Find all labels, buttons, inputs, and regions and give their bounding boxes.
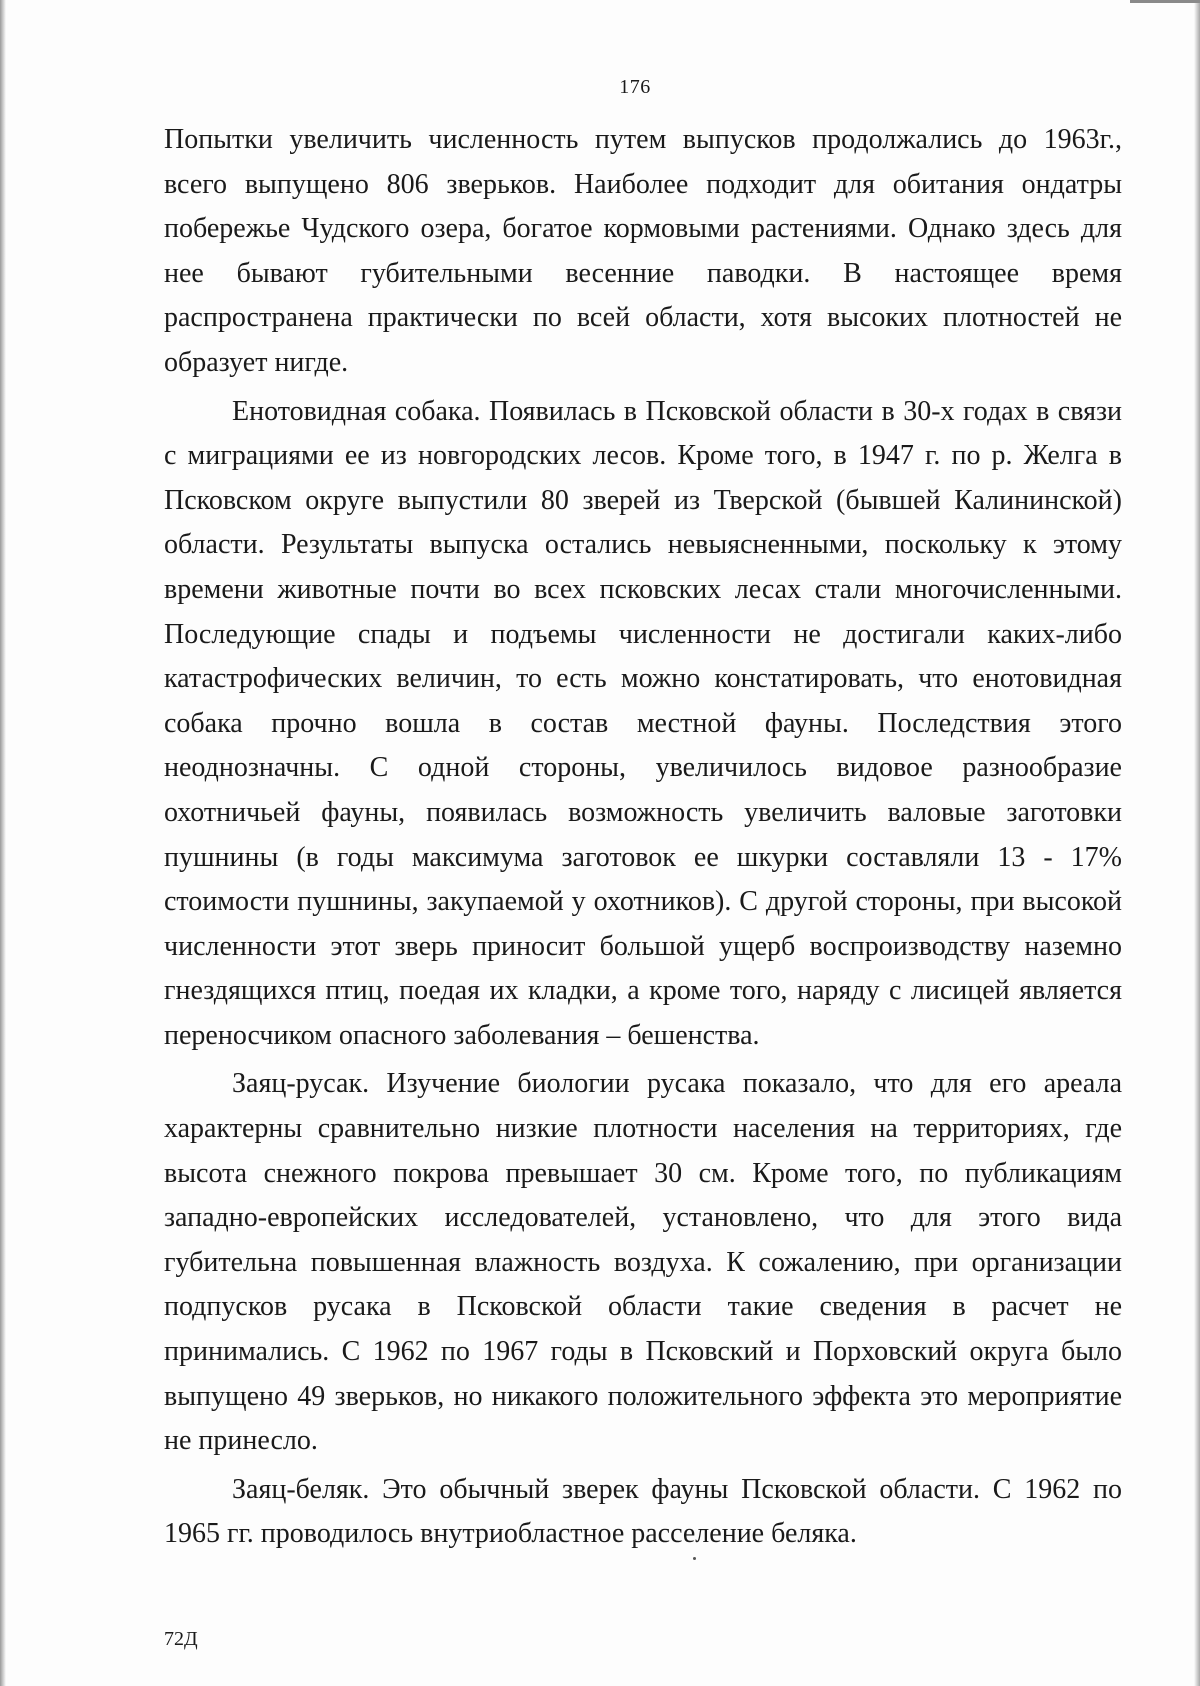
body-text [164, 118, 1122, 1557]
paragraph-raccoon-dog: Енотовидная собака. Появилась в Псковской области в 30-х годах в связи с миграциями ее из новгородских лесов. Кроме того, в 1947 г. по р. Желга в Псковском округе выпустили 80 зверей из Тверской (бывшей Калининской) области. Результаты выпуска остались невыясненными, поскольку к этому времени животные почти во всех псковских лесах стали многочисленными. Последующие спады и подъемы численности не достигали каких-либо катастрофических величин, то есть можно констатировать, что енотовидная собака прочно вошла в состав местной фауны. Последствия этого неоднозначны. С одной стороны, увеличилось видовое разнообразие охотничьей фауны, появилась возможность увеличить валовые заготовки пушнины (в годы максимума заготовок ее шкурки составляли 13 - 17% стоимости пушнины, закупаемой у охотников). С другой стороны, при высокой численности этот зверь приносит большой ущерб воспроизводству наземно гнездящихся птиц, поедая их кладки, а кроме того, наряду с лисицей является переносчиком опасного заболевания – бешенства. [164, 395, 1122, 1051]
scan-corner-mark [1130, 0, 1200, 3]
scan-speck [693, 1557, 696, 1560]
page-number: 176 [619, 76, 651, 98]
footer-code: 72Д [164, 1628, 198, 1650]
scan-edge-left [0, 0, 6, 1686]
paragraph-mountain-hare: Заяц-беляк. Это обычный зверек фауны Псковской области. С 1962 по 1965 гг. проводилось внутриобластное расселение беляка. [164, 1473, 1122, 1550]
scan-edge-right [1194, 0, 1200, 1686]
paragraph-brown-hare: Заяц-русак. Изучение биологии русака показало, что для его ареала характерны сравнительно низкие плотности населения на территориях, где высота снежного покрова превышает 30 см. Кроме того, по публикациям западно-европейских исследователей, установлено, что для этого вида губительна повышенная влажность воздуха. К сожалению, при организации подпусков русака в Псковской области такие сведения в расчет не принимались. С 1962 по 1967 годы в Псковский и Порховский округа было выпущено 49 зверьков, но никакого положительного эффекта это мероприятие не принесло. [164, 1068, 1122, 1457]
paragraph-muskrat: Попытки увеличить численность путем выпусков продолжались до 1963г., всего выпущено 806 зверьков. Наиболее подходит для обитания ондатры побережье Чудского озера, богатое кормовыми растениями. Однако здесь для нее бывают губительными весенние паводки. В настоящее время распространена практически по всей области, хотя высоких плотностей не образует нигде. [164, 124, 1122, 378]
